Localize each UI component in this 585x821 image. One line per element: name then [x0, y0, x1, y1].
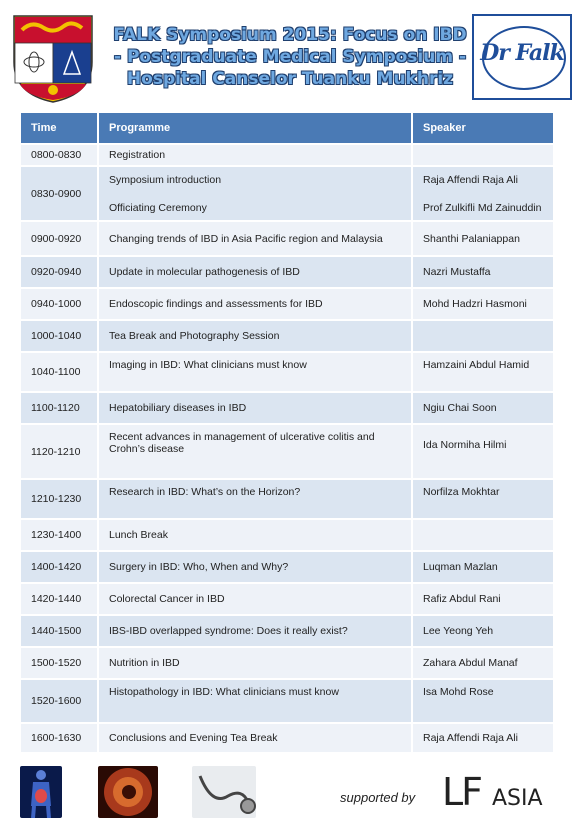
title-line-1: FALK Symposium 2015: Focus on IBD [113, 25, 467, 45]
table-row [21, 680, 553, 722]
programme-cell [99, 680, 413, 722]
table-row [21, 648, 553, 678]
speaker-cell [413, 289, 553, 319]
time-cell: 1420-1440 [21, 584, 99, 614]
programme-text: Registration [109, 149, 166, 161]
programme-cell [99, 145, 413, 165]
anatomy-image [20, 766, 62, 818]
table-row [21, 393, 553, 423]
table-row [21, 425, 553, 478]
speaker-text: Isa Mohd Rose [423, 686, 494, 698]
speaker-cell [413, 680, 553, 722]
table-row [21, 584, 553, 614]
programme-cell [99, 353, 413, 391]
programme-cell [99, 552, 413, 582]
speaker-cell [413, 393, 553, 423]
header [0, 0, 585, 108]
time-cell: 1100-1120 [21, 393, 99, 423]
speaker-cell [413, 222, 553, 255]
speaker-text: Zahara Abdul Manaf [423, 657, 518, 669]
programme-text: IBS-IBD overlapped syndrome: Does it really exist? [109, 625, 348, 637]
table-row [21, 724, 553, 752]
time-cell: 1600-1630 [21, 724, 99, 752]
programme-text: Imaging in IBD: What clinicians must know [109, 359, 307, 371]
programme-text: Changing trends of IBD in Asia Pacific region and Malaysia [109, 232, 383, 245]
time-cell: 0900-0920 [21, 222, 99, 255]
table-row [21, 353, 553, 391]
speaker-cell [413, 480, 553, 518]
programme-text: Nutrition in IBD [109, 657, 180, 669]
speaker-cell [413, 257, 553, 287]
programme-cell [99, 648, 413, 678]
table-row [21, 520, 553, 550]
programme-text: Research in IBD: What’s on the Horizon? [109, 486, 301, 498]
table-row [21, 552, 553, 582]
header-speaker: Speaker [413, 113, 553, 143]
speaker-cell [413, 145, 553, 165]
lf-asia-logo-lf: LF [442, 770, 482, 814]
speaker-text: Shanthi Palaniappan [423, 232, 520, 245]
time-cell: 1400-1420 [21, 552, 99, 582]
speaker-cell [413, 167, 553, 220]
programme-cell [99, 393, 413, 423]
header-programme: Programme [99, 113, 413, 143]
time-cell: 1210-1230 [21, 480, 99, 518]
falk-logo-text: Dr Falk [480, 40, 564, 66]
symposium-title [110, 24, 470, 90]
footer [0, 760, 585, 821]
dr-falk-logo [472, 14, 572, 100]
table-row [21, 289, 553, 319]
title-line-3: Hospital Canselor Tuanku Mukhriz [126, 69, 454, 89]
time-cell: 1230-1400 [21, 520, 99, 550]
programme-cell [99, 724, 413, 752]
programme-text: Colorectal Cancer in IBD [109, 593, 225, 605]
table-row [21, 480, 553, 518]
table-row [21, 257, 553, 287]
time-cell: 0830-0900 [21, 167, 99, 220]
table-row [21, 321, 553, 351]
speaker-text: Rafiz Abdul Rani [423, 593, 501, 605]
programme-text: Conclusions and Evening Tea Break [109, 732, 278, 744]
programme-text: Recent advances in management of ulcerative colitis and Crohn’s disease [109, 431, 375, 455]
table-row [21, 145, 553, 165]
speaker-text: Ida Normiha Hilmi [423, 439, 507, 451]
programme-text: Endoscopic findings and assessments for IBD [109, 298, 323, 310]
speaker-text: Hamzaini Abdul Hamid [423, 359, 530, 371]
time-cell: 0940-1000 [21, 289, 99, 319]
time-cell: 1040-1100 [21, 353, 99, 391]
programme-text: Hepatobiliary diseases in IBD [109, 402, 247, 414]
table-row [21, 167, 553, 220]
speaker-text: Prof Zulkifli Md Zainuddin [423, 201, 542, 214]
speaker-cell [413, 724, 553, 752]
speaker-cell [413, 425, 553, 478]
table-row [21, 222, 553, 255]
speaker-cell [413, 648, 553, 678]
supported-by-text: supported by [340, 790, 416, 805]
speaker-cell [413, 552, 553, 582]
programme-cell [99, 321, 413, 351]
speaker-cell [413, 353, 553, 391]
colonoscopy-image [98, 766, 158, 818]
programme-text: Officiating Ceremony [109, 201, 207, 214]
speaker-text: Nazri Mustaffa [423, 266, 491, 278]
speaker-text: Ngiu Chai Soon [423, 402, 497, 414]
time-cell: 0800-0830 [21, 145, 99, 165]
programme-text: Update in molecular pathogenesis of IBD [109, 266, 300, 278]
speaker-text: Luqman Mazlan [423, 561, 498, 573]
programme-text: Symposium introduction [109, 173, 222, 186]
speaker-cell [413, 321, 553, 351]
programme-text: Tea Break and Photography Session [109, 330, 280, 342]
programme-text: Surgery in IBD: Who, When and Why? [109, 561, 289, 573]
programme-cell [99, 289, 413, 319]
speaker-text: Mohd Hadzri Hasmoni [423, 298, 527, 310]
header-time: Time [21, 113, 99, 143]
time-cell: 1520-1600 [21, 680, 99, 722]
programme-cell [99, 480, 413, 518]
time-cell: 1000-1040 [21, 321, 99, 351]
table-header-row [21, 113, 553, 143]
speaker-cell [413, 616, 553, 646]
time-cell: 1120-1210 [21, 425, 99, 478]
title-line-2: - Postgraduate Medical Symposium - [113, 47, 467, 67]
speaker-cell [413, 584, 553, 614]
programme-text: Histopathology in IBD: What clinicians must know [109, 686, 339, 698]
stethoscope-image [192, 766, 256, 818]
time-cell: 0920-0940 [21, 257, 99, 287]
programme-cell [99, 616, 413, 646]
table-body [21, 145, 553, 752]
time-cell: 1500-1520 [21, 648, 99, 678]
programme-table [21, 111, 553, 754]
programme-cell [99, 520, 413, 550]
time-cell: 1440-1500 [21, 616, 99, 646]
programme-cell [99, 584, 413, 614]
table-row [21, 616, 553, 646]
programme-cell [99, 257, 413, 287]
university-crest-logo [10, 12, 96, 104]
speaker-cell [413, 520, 553, 550]
speaker-text: Lee Yeong Yeh [423, 625, 494, 637]
speaker-text: Raja Affendi Raja Ali [423, 732, 518, 744]
programme-cell [99, 425, 413, 478]
programme-text: Lunch Break [109, 529, 168, 541]
lf-asia-logo-asia: ASIA [492, 786, 543, 811]
speaker-text: Raja Affendi Raja Ali [423, 173, 518, 186]
programme-cell [99, 222, 413, 255]
programme-cell [99, 167, 413, 220]
speaker-text: Norfilza Mokhtar [423, 486, 500, 498]
